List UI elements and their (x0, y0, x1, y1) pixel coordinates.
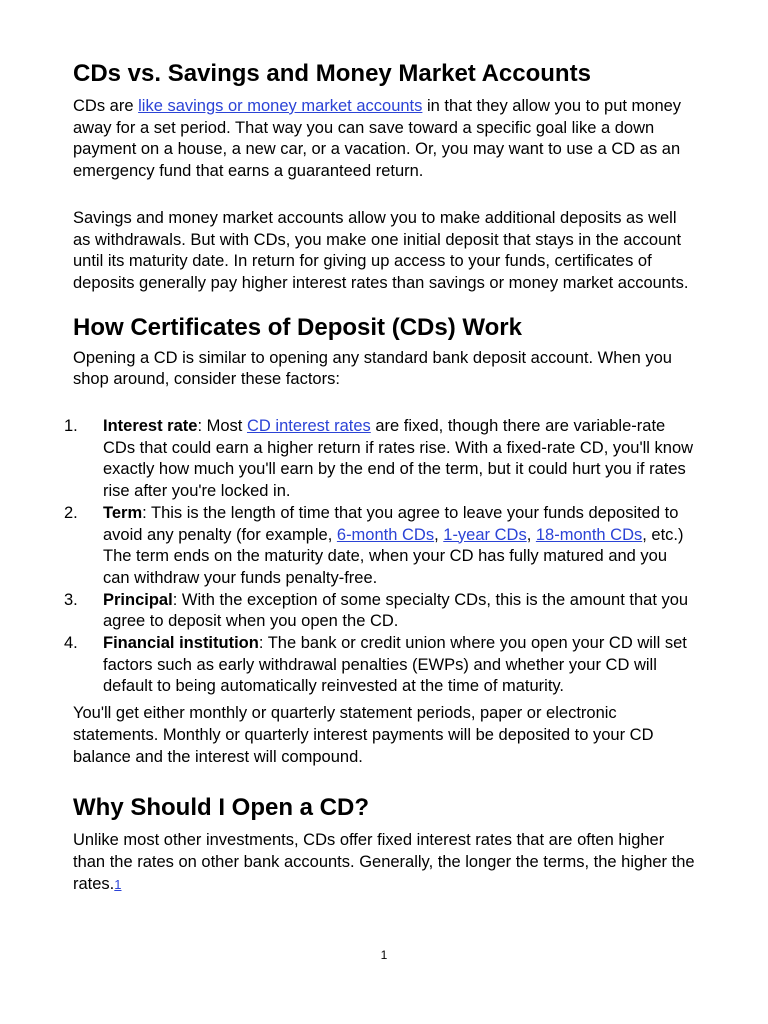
paragraph-fixed-rates (73, 830, 695, 895)
paragraph-statements: You'll get either monthly or quarterly statement periods, paper or electronic statements. Monthly or quarterly interest payments will be deposited to your CD balance and the interest will compound. (73, 704, 654, 766)
list-number: 3. (64, 590, 78, 609)
text-run: Unlike most other investments, CDs offer fixed interest rates that are often higher than the rates on other bank accounts. Generally, the longer the terms, the higher the rates. (73, 831, 695, 893)
text-run: in that they allow you to put money away for a set period. That way you can save toward a specific goal like a down payment on a house, a new car, or a vacation. Or, you may want to use a CD as an emergency fund that earns a guaranteed return. (73, 97, 682, 181)
page-number: 1 (380, 948, 388, 962)
text-run: are fixed, though there are variable-rate CDs that could earn a higher return if rates rise. With a fixed-rate CD, you'll know exactly how much you'll earn by the end of the term, but it could hurt you if rates rise after you're locked in. (103, 417, 694, 501)
term-label: Term (103, 503, 143, 522)
heading-how-cds-work: How Certificates of Deposit (CDs) Work (73, 313, 522, 341)
text-run: CDs are (73, 97, 139, 115)
paragraph-opening-cd: Opening a CD is similar to opening any standard bank deposit account. When you shop around, consider these factors: (73, 348, 672, 389)
heading-cds-vs-savings: CDs vs. Savings and Money Market Accounts (73, 60, 591, 87)
term-label: Interest rate (103, 417, 198, 436)
link-18-month-cds[interactable]: 18-month CDs (535, 525, 643, 544)
text-run: , (526, 525, 536, 544)
term-label: Financial institution (103, 634, 259, 653)
link-6-month-cds[interactable]: 6-month CDs (336, 525, 435, 544)
list-number: 1. (64, 417, 78, 436)
document-body (64, 58, 695, 895)
list-number: 2. (64, 503, 78, 522)
text-run: , etc.) The term ends on the maturity date, when your CD has fully matured and you can withdraw your funds penalty-free. (103, 525, 684, 587)
list-item-term (64, 503, 695, 590)
list-item-principal (64, 590, 695, 633)
link-cd-interest-rates[interactable]: CD interest rates (246, 417, 371, 436)
text-run: : Most (197, 417, 247, 436)
link-savings-money-market[interactable]: like savings or money market accounts (138, 97, 423, 115)
list-item-financial-institution (64, 633, 695, 698)
text-run: : With the exception of some specialty CDs, this is the amount that you agree to deposit when you open the CD. (103, 590, 689, 631)
term-label: Principal (103, 590, 173, 609)
text-run: : This is the length of time that you agree to leave your funds deposited to avoid any penalty (for example, (103, 503, 679, 544)
footnote-link[interactable]: 1 (114, 876, 122, 892)
text-run: , (434, 525, 444, 544)
paragraph-cds-intro (73, 96, 695, 183)
heading-why-open-cd: Why Should I Open a CD? (73, 794, 369, 822)
link-1-year-cds[interactable]: 1-year CDs (443, 525, 527, 544)
list-item-interest-rate (64, 416, 695, 503)
text-run: : The bank or credit union where you open your CD will set factors such as early withdrawal penalties (EWPs) and whether your CD will default to being automatically reinvested at the time of maturity. (103, 634, 687, 696)
list-number: 4. (64, 634, 78, 653)
paragraph-savings-comparison: Savings and money market accounts allow you to make additional deposits as well as withdrawals. But with CDs, you make one initial deposit that stays in the account until its maturity date. In return for giving up access to your funds, certificates of deposits generally pay higher interest rates than savings or money market accounts. (73, 208, 689, 292)
factors-list (64, 416, 695, 698)
